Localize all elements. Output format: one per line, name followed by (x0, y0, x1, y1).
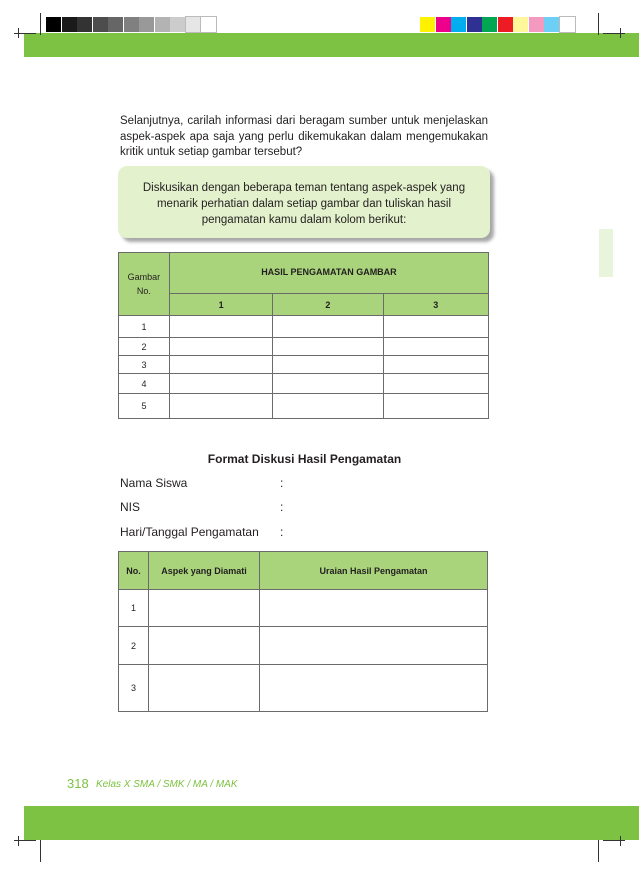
color-swatch (467, 17, 482, 32)
hasil-pengamatan-header: HASIL PENGAMATAN GAMBAR (169, 253, 488, 294)
color-swatch (513, 17, 528, 32)
side-tab (599, 229, 613, 277)
color-swatch (560, 17, 575, 32)
table-row: 1 (119, 316, 489, 338)
color-swatch (436, 17, 451, 32)
gray-swatch (77, 17, 92, 32)
color-swatch (482, 17, 497, 32)
field-nama-siswa-sep: : (280, 476, 284, 490)
field-nis-sep: : (280, 500, 284, 514)
table-row: 2 (119, 627, 488, 665)
gray-swatch (155, 17, 170, 32)
table-row: 3 (119, 356, 489, 374)
footer-band (24, 806, 639, 840)
page-number: 318 (67, 776, 89, 791)
table-row: 2 (119, 338, 489, 356)
discussion-table (118, 551, 488, 712)
field-nis-label: NIS (120, 500, 141, 514)
gray-swatch (62, 17, 77, 32)
gray-swatch (186, 17, 201, 32)
format-title: Format Diskusi Hasil Pengamatan (207, 452, 402, 466)
gray-swatch (46, 17, 61, 32)
color-swatch (544, 17, 559, 32)
col-aspek-header: Aspek yang Diamati (149, 552, 260, 590)
col-uraian-header: Uraian Hasil Pengamatan (260, 552, 488, 590)
book-title: Kelas X SMA / SMK / MA / MAK (96, 779, 238, 790)
gray-swatch (201, 17, 216, 32)
table-row: 1 (119, 590, 488, 627)
instruction-box (118, 166, 490, 238)
gambar-no-header: Gambar No. (119, 253, 170, 316)
subcol-3: 3 (383, 294, 488, 316)
gray-swatch (124, 17, 139, 32)
color-swatch (451, 17, 466, 32)
subcol-1: 1 (169, 294, 272, 316)
intro-paragraph: Selanjutnya, carilah informasi dari beragam sumber untuk menjelaskan aspek-aspek apa saja yang perlu dikemukakan dalam mengemukakan kritik untuk setiap gambar tersebut? (120, 115, 488, 159)
table-row: 4 (119, 374, 489, 394)
col-no-header: No. (119, 552, 149, 590)
table-row: 5 (119, 394, 489, 419)
instruction-text: Diskusikan dengan beberapa teman tentang aspek-aspek yang menarik perhatian dalam setiap gambar dan tuliskan hasil pengamatan kamu dalam kolom berikut: (142, 182, 466, 226)
color-swatch (420, 17, 435, 32)
gray-swatch (139, 17, 154, 32)
gray-swatch (108, 17, 123, 32)
gray-swatch (93, 17, 108, 32)
color-swatch (529, 17, 544, 32)
subcol-2: 2 (273, 294, 383, 316)
field-nama-siswa-label: Nama Siswa (120, 476, 188, 490)
header-band (24, 33, 639, 57)
color-swatch (498, 17, 513, 32)
observation-table (118, 252, 489, 419)
field-tanggal-label: Hari/Tanggal Pengamatan (120, 525, 259, 539)
table-row: 3 (119, 665, 488, 712)
field-tanggal-sep: : (280, 525, 284, 539)
gray-swatch (170, 17, 185, 32)
